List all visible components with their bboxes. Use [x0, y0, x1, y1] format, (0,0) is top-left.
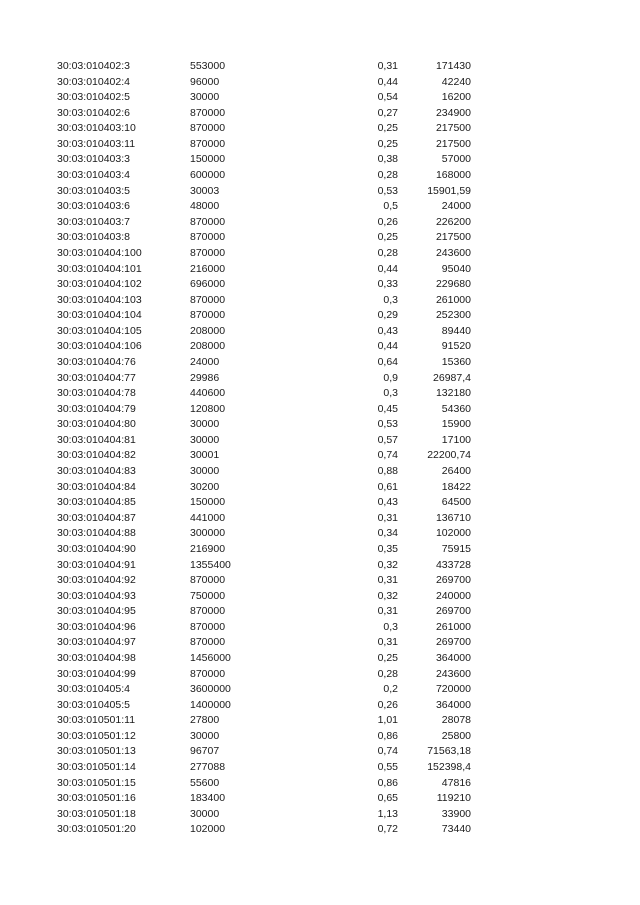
- amount-cell: 226200: [435, 215, 471, 228]
- rate-cell: 0,3: [383, 387, 398, 400]
- table-row: [0, 433, 640, 449]
- amount-cell: 240000: [435, 589, 471, 602]
- rate-cell: 0,55: [377, 761, 398, 774]
- rate-cell: 0,43: [377, 324, 398, 337]
- rate-cell: 0,53: [377, 418, 398, 431]
- value-cell: 150000: [190, 153, 226, 166]
- amount-cell: 364000: [435, 651, 471, 664]
- amount-cell: 22200,74: [427, 449, 471, 462]
- table-row: [0, 386, 640, 402]
- amount-cell: 234900: [435, 106, 471, 119]
- cadastral-number-cell: 30:03:010404:84: [57, 480, 136, 493]
- value-cell: 440600: [190, 387, 226, 400]
- value-cell: 600000: [190, 169, 226, 182]
- table-row: [0, 324, 640, 340]
- amount-cell: 269700: [435, 636, 471, 649]
- table-row: [0, 371, 640, 387]
- value-cell: 1400000: [190, 698, 231, 711]
- cadastral-number-cell: 30:03:010403:6: [57, 200, 130, 213]
- value-cell: 29986: [190, 371, 220, 384]
- value-cell: 870000: [190, 293, 226, 306]
- value-cell: 870000: [190, 137, 226, 150]
- cadastral-number-cell: 30:03:010404:80: [57, 418, 136, 431]
- rate-cell: 0,28: [377, 667, 398, 680]
- cadastral-number-cell: 30:03:010403:11: [57, 137, 136, 150]
- amount-cell: 64500: [441, 496, 471, 509]
- amount-cell: 720000: [435, 683, 471, 696]
- cadastral-number-cell: 30:03:010404:105: [57, 324, 142, 337]
- cadastral-number-cell: 30:03:010404:92: [57, 574, 136, 587]
- cadastral-number-cell: 30:03:010403:4: [57, 169, 130, 182]
- rate-cell: 0,61: [377, 480, 398, 493]
- rate-cell: 0,31: [377, 636, 398, 649]
- amount-cell: 15901,59: [427, 184, 471, 197]
- table-row: [0, 822, 640, 838]
- value-cell: 870000: [190, 667, 226, 680]
- rate-cell: 0,25: [377, 231, 398, 244]
- rate-cell: 0,45: [377, 402, 398, 415]
- value-cell: 553000: [190, 60, 226, 72]
- value-cell: 55600: [190, 776, 220, 789]
- table-row: [0, 355, 640, 371]
- table-row: [0, 511, 640, 527]
- value-cell: 102000: [190, 823, 226, 836]
- cadastral-number-cell: 30:03:010501:20: [57, 823, 136, 836]
- amount-cell: 132180: [435, 387, 471, 400]
- amount-cell: 18422: [441, 480, 471, 493]
- cadastral-number-cell: 30:03:010404:100: [57, 246, 142, 259]
- table-row: [0, 667, 640, 683]
- rate-cell: 0,74: [377, 745, 398, 758]
- rate-cell: 0,65: [377, 792, 398, 805]
- table-row: [0, 729, 640, 745]
- amount-cell: 15900: [441, 418, 471, 431]
- table-row: [0, 448, 640, 464]
- amount-cell: 252300: [435, 309, 471, 322]
- amount-cell: 269700: [435, 605, 471, 618]
- table-row: [0, 215, 640, 231]
- rate-cell: 0,25: [377, 651, 398, 664]
- table-row: [0, 308, 640, 324]
- value-cell: 3600000: [190, 683, 231, 696]
- rate-cell: 0,32: [377, 589, 398, 602]
- rate-cell: 0,72: [377, 823, 398, 836]
- table-row: [0, 542, 640, 558]
- table-row: [0, 760, 640, 776]
- rate-cell: 0,44: [377, 262, 398, 275]
- cadastral-number-cell: 30:03:010404:102: [57, 278, 142, 291]
- rate-cell: 0,43: [377, 496, 398, 509]
- amount-cell: 168000: [435, 169, 471, 182]
- value-cell: 24000: [190, 355, 220, 368]
- value-cell: 30000: [190, 465, 220, 478]
- amount-cell: 217500: [435, 137, 471, 150]
- cadastral-number-cell: 30:03:010404:103: [57, 293, 142, 306]
- rate-cell: 0,44: [377, 75, 398, 88]
- value-cell: 30000: [190, 729, 220, 742]
- value-cell: 208000: [190, 324, 226, 337]
- cadastral-number-cell: 30:03:010501:16: [57, 792, 136, 805]
- value-cell: 30200: [190, 480, 220, 493]
- value-cell: 870000: [190, 215, 226, 228]
- rate-cell: 0,31: [377, 60, 398, 72]
- value-cell: 216000: [190, 262, 226, 275]
- table-row: [0, 651, 640, 667]
- rate-cell: 0,57: [377, 433, 398, 446]
- amount-cell: 217500: [435, 122, 471, 135]
- cadastral-number-cell: 30:03:010404:82: [57, 449, 136, 462]
- amount-cell: 15360: [441, 355, 471, 368]
- table-row: [0, 713, 640, 729]
- value-cell: 870000: [190, 574, 226, 587]
- cadastral-number-cell: 30:03:010404:78: [57, 387, 136, 400]
- amount-cell: 17100: [441, 433, 471, 446]
- rate-cell: 0,26: [377, 215, 398, 228]
- amount-cell: 26987,4: [433, 371, 471, 384]
- amount-cell: 171430: [435, 60, 471, 72]
- value-cell: 183400: [190, 792, 226, 805]
- table-row: [0, 106, 640, 122]
- rate-cell: 0,5: [383, 200, 398, 213]
- table-row: [0, 635, 640, 651]
- cadastral-number-cell: 30:03:010405:4: [57, 683, 130, 696]
- table-row: [0, 402, 640, 418]
- rate-cell: 0,29: [377, 309, 398, 322]
- value-cell: 870000: [190, 636, 226, 649]
- rate-cell: 0,31: [377, 511, 398, 524]
- table-row: [0, 464, 640, 480]
- rate-cell: 0,34: [377, 527, 398, 540]
- rate-cell: 0,9: [383, 371, 398, 384]
- table-row: [0, 480, 640, 496]
- cadastral-number-cell: 30:03:010405:5: [57, 698, 130, 711]
- cadastral-number-cell: 30:03:010403:7: [57, 215, 130, 228]
- table-row: [0, 417, 640, 433]
- cadastral-number-cell: 30:03:010404:83: [57, 465, 136, 478]
- cadastral-number-cell: 30:03:010501:18: [57, 807, 136, 820]
- cadastral-number-cell: 30:03:010404:99: [57, 667, 136, 680]
- amount-cell: 102000: [435, 527, 471, 540]
- amount-cell: 75915: [441, 542, 471, 555]
- table-row: [0, 277, 640, 293]
- rate-cell: 0,86: [377, 776, 398, 789]
- rate-cell: 0,44: [377, 340, 398, 353]
- value-cell: 696000: [190, 278, 226, 291]
- cadastral-number-cell: 30:03:010404:88: [57, 527, 136, 540]
- cadastral-number-cell: 30:03:010403:3: [57, 153, 130, 166]
- amount-cell: 26400: [441, 465, 471, 478]
- amount-cell: 119210: [436, 792, 471, 805]
- cadastral-number-cell: 30:03:010501:14: [57, 761, 136, 774]
- value-cell: 441000: [190, 511, 226, 524]
- value-cell: 120800: [190, 402, 226, 415]
- value-cell: 1355400: [190, 558, 231, 571]
- rate-cell: 0,53: [377, 184, 398, 197]
- value-cell: 870000: [190, 605, 226, 618]
- table-row: [0, 184, 640, 200]
- cadastral-number-cell: 30:03:010404:85: [57, 496, 136, 509]
- amount-cell: 25800: [441, 729, 471, 742]
- cadastral-number-cell: 30:03:010402:5: [57, 91, 130, 104]
- rate-cell: 0,27: [377, 106, 398, 119]
- rate-cell: 0,54: [377, 91, 398, 104]
- value-cell: 870000: [190, 246, 226, 259]
- cadastral-number-cell: 30:03:010404:77: [57, 371, 136, 384]
- value-cell: 30000: [190, 433, 220, 446]
- table-row: [0, 121, 640, 137]
- table-row: [0, 776, 640, 792]
- cadastral-number-cell: 30:03:010404:106: [57, 340, 142, 353]
- cadastral-number-cell: 30:03:010501:11: [57, 714, 136, 727]
- table-row: [0, 262, 640, 278]
- value-cell: 30000: [190, 807, 220, 820]
- table-row: [0, 604, 640, 620]
- table-row: [0, 230, 640, 246]
- cadastral-number-cell: 30:03:010404:101: [57, 262, 142, 275]
- amount-cell: 24000: [441, 200, 471, 213]
- cadastral-number-cell: 30:03:010404:104: [57, 309, 142, 322]
- cadastral-number-cell: 30:03:010403:10: [57, 122, 136, 135]
- amount-cell: 16200: [441, 91, 471, 104]
- cadastral-number-cell: 30:03:010404:95: [57, 605, 136, 618]
- table-row: [0, 246, 640, 262]
- cadastral-number-cell: 30:03:010404:90: [57, 542, 136, 555]
- rate-cell: 0,28: [377, 169, 398, 182]
- amount-cell: 152398,4: [427, 761, 471, 774]
- value-cell: 300000: [190, 527, 226, 540]
- amount-cell: 28078: [441, 714, 471, 727]
- table-row: [0, 90, 640, 106]
- table-row: [0, 526, 640, 542]
- table-row: [0, 807, 640, 823]
- table-row: [0, 137, 640, 153]
- rate-cell: 0,38: [377, 153, 398, 166]
- value-cell: 277088: [190, 761, 226, 774]
- cadastral-number-cell: 30:03:010404:79: [57, 402, 136, 415]
- rate-cell: 0,74: [377, 449, 398, 462]
- cadastral-number-cell: 30:03:010404:81: [57, 433, 136, 446]
- value-cell: 870000: [190, 309, 226, 322]
- cadastral-number-cell: 30:03:010404:98: [57, 651, 136, 664]
- value-cell: 1456000: [190, 651, 231, 664]
- amount-cell: 71563,18: [427, 745, 471, 758]
- cadastral-number-cell: 30:03:010404:91: [57, 558, 136, 571]
- table-row: [0, 339, 640, 355]
- value-cell: 48000: [190, 200, 220, 213]
- table-row: [0, 199, 640, 215]
- amount-cell: 364000: [435, 698, 471, 711]
- value-cell: 27800: [190, 714, 220, 727]
- value-cell: 870000: [190, 122, 226, 135]
- value-cell: 750000: [190, 589, 226, 602]
- rate-cell: 0,25: [377, 122, 398, 135]
- table-row: [0, 682, 640, 698]
- amount-cell: 243600: [435, 246, 471, 259]
- value-cell: 30003: [190, 184, 220, 197]
- value-cell: 208000: [190, 340, 226, 353]
- rate-cell: 0,88: [377, 465, 398, 478]
- rate-cell: 1,01: [377, 714, 398, 727]
- cadastral-number-cell: 30:03:010501:12: [57, 729, 136, 742]
- table-row: [0, 698, 640, 714]
- table-row: [0, 152, 640, 168]
- table-row: [0, 620, 640, 636]
- amount-cell: 89440: [441, 324, 471, 337]
- cadastral-number-cell: 30:03:010404:87: [57, 511, 136, 524]
- amount-cell: 73440: [441, 823, 471, 836]
- cadastral-number-cell: 30:03:010404:93: [57, 589, 136, 602]
- cadastral-number-cell: 30:03:010501:15: [57, 776, 136, 789]
- table-row: [0, 744, 640, 760]
- value-cell: 30000: [190, 418, 220, 431]
- cadastral-number-cell: 30:03:010404:76: [57, 355, 136, 368]
- amount-cell: 261000: [435, 620, 471, 633]
- amount-cell: 57000: [441, 153, 471, 166]
- rate-cell: 0,28: [377, 246, 398, 259]
- amount-cell: 229680: [435, 278, 471, 291]
- table-row: [0, 495, 640, 511]
- table-row: [0, 59, 640, 75]
- cadastral-number-cell: 30:03:010404:96: [57, 620, 136, 633]
- table-row: [0, 573, 640, 589]
- value-cell: 870000: [190, 620, 226, 633]
- rate-cell: 0,25: [377, 137, 398, 150]
- amount-cell: 433728: [435, 558, 471, 571]
- cadastral-number-cell: 30:03:010403:5: [57, 184, 130, 197]
- cadastral-number-cell: 30:03:010404:97: [57, 636, 136, 649]
- rate-cell: 0,35: [377, 542, 398, 555]
- cadastral-number-cell: 30:03:010501:13: [57, 745, 136, 758]
- amount-cell: 54360: [441, 402, 471, 415]
- table-row: [0, 589, 640, 605]
- value-cell: 30001: [190, 449, 220, 462]
- amount-cell: 136710: [435, 511, 471, 524]
- table-row: [0, 75, 640, 91]
- amount-cell: 42240: [441, 75, 471, 88]
- value-cell: 870000: [190, 231, 226, 244]
- cadastral-number-cell: 30:03:010402:3: [57, 60, 130, 72]
- amount-cell: 269700: [435, 574, 471, 587]
- rate-cell: 0,26: [377, 698, 398, 711]
- rate-cell: 0,64: [377, 355, 398, 368]
- rate-cell: 0,86: [377, 729, 398, 742]
- cadastral-number-cell: 30:03:010402:6: [57, 106, 130, 119]
- rate-cell: 0,2: [383, 683, 398, 696]
- cadastral-number-cell: 30:03:010403:8: [57, 231, 130, 244]
- amount-cell: 33900: [441, 807, 471, 820]
- rate-cell: 0,3: [383, 293, 398, 306]
- value-cell: 150000: [190, 496, 226, 509]
- rate-cell: 1,13: [377, 807, 398, 820]
- value-cell: 96000: [190, 75, 220, 88]
- table-row: [0, 558, 640, 574]
- table-row: [0, 168, 640, 184]
- amount-cell: 243600: [435, 667, 471, 680]
- spreadsheet-table: [0, 59, 640, 838]
- value-cell: 216900: [190, 542, 226, 555]
- rate-cell: 0,31: [377, 574, 398, 587]
- value-cell: 30000: [190, 91, 220, 104]
- amount-cell: 47816: [441, 776, 471, 789]
- rate-cell: 0,32: [377, 558, 398, 571]
- rate-cell: 0,33: [377, 278, 398, 291]
- rate-cell: 0,31: [377, 605, 398, 618]
- amount-cell: 261000: [435, 293, 471, 306]
- value-cell: 870000: [190, 106, 226, 119]
- table-row: [0, 791, 640, 807]
- amount-cell: 95040: [441, 262, 471, 275]
- cadastral-number-cell: 30:03:010402:4: [57, 75, 130, 88]
- table-row: [0, 293, 640, 309]
- amount-cell: 91520: [441, 340, 471, 353]
- value-cell: 96707: [190, 745, 220, 758]
- amount-cell: 217500: [435, 231, 471, 244]
- rate-cell: 0,3: [383, 620, 398, 633]
